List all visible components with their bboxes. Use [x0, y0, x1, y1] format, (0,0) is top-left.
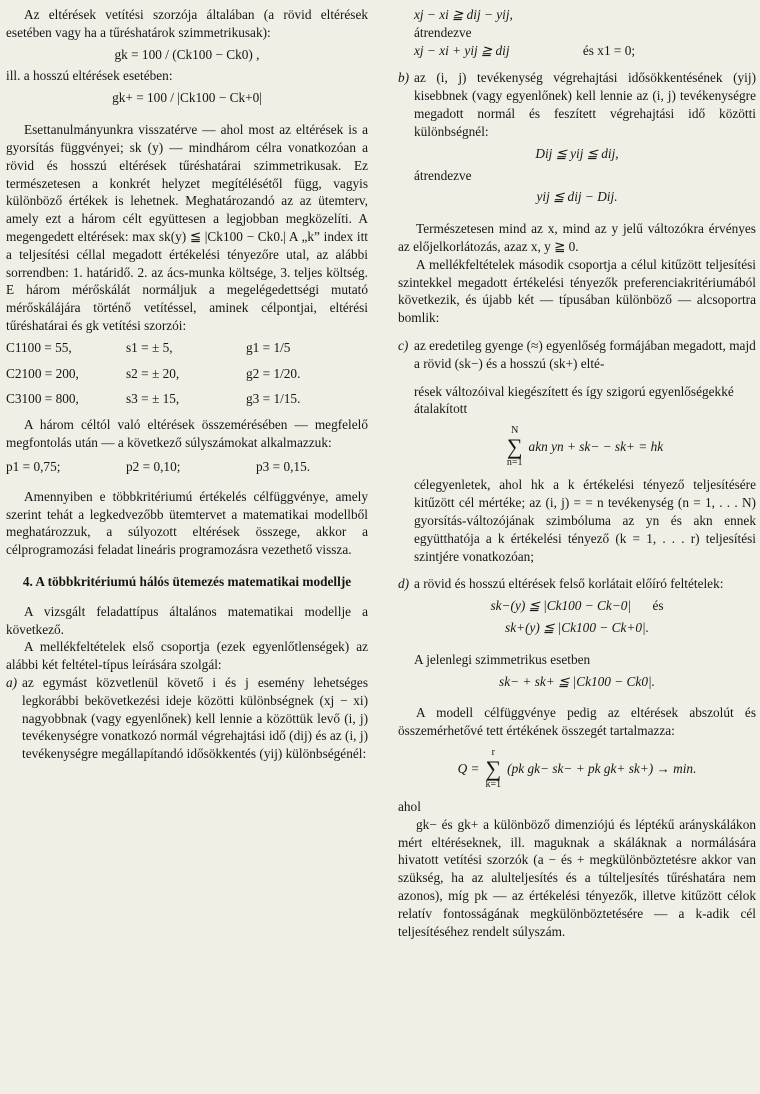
paragraph-objective: Amennyiben e többkritériumú értékelés célfüggvénye, amely szerint tehát a legkedvezőbb ütemtervet a matematikai modellből meghatározzuk, a súlyozott eltérések összege, akkor a célprogramozási feladat lineáris programozásra vezethető vissza. [6, 488, 368, 558]
equation-upper-1: sk−(y) ≦ |Ck100 − Ck−0| és [490, 598, 664, 614]
paragraph-long-deviation: ill. a hosszú eltérések esetében: [6, 68, 173, 84]
equation-ineq-1: xj − xi ≧ dij − yij, [414, 7, 513, 22]
item-label: c) [398, 338, 409, 353]
paragraph-projection-factor: Az eltérések vetítési szorzója általában (a rövid eltérések esetében vagy ha a tűréshatárok szimmetrikusak): [6, 7, 368, 40]
weight-value: p1 = 0,75; [6, 458, 61, 474]
paragraph-definitions: gk− és gk+ a különböző dimenziójú és léptékű arányskálákon mért eltéréseknek, ill. maguknak a skáláknak a normálására hivatott vetítési szorzók (a − és + megkülönböztetésre akkor van szükség, ha az alulteljesítés és a túlteljesítés tűréshatára nem azonos), míg pk — az értékelési tényezők, illetve kitűzött célok relatív fontosságának megkülönböztetésére — a k-adik cél teljesítéséhez rendelt súlyszám. [398, 816, 756, 939]
equation-objective: Q = r ∑ k=1 (pk gk− sk− + pk gk+ sk+) → min. [457, 747, 697, 790]
item-text: az eredetileg gyenge (≈) egyenlőség formájában megadott, majd a rövid (sk−) és a hosszú (sk+) elté- rések változóival kiegészített és így szigorú egyenlőségekké átalakított N ∑ n=1 akn yn + sk− − sk+ = hk célegyenletek, ahol hk a k értékelési tényező teljesítésére kitűzött cél mértéke; az (i, j) = = n tevékenység (n = 1, . . . N) gyorsítás-változójának szimbóluma az yn és akn ennek együtthatója a k értékelési tényező (k = 1, . . . r) teljesítési szintjére vonatkozóan; [414, 338, 756, 564]
equation-short: gk = 100 / (Ck100 − Ck0) , [114, 46, 260, 62]
section-heading: 4. A többkritériumú hálós ütemezés matematikai modellje [22, 573, 352, 589]
item-text: az (i, j) tevékenység végrehajtási idősökkentésének (yij) kisebbnek (vagy egyenlőnek) kell lennie az (i, j) tevékenységre megadott normál és feszített végrehajtási idő közötti különbségnél: [414, 70, 756, 139]
table-cell: g3 = 1/15. [246, 391, 301, 407]
table-cell: g1 = 1/5 [246, 339, 291, 355]
right-column [398, 6, 756, 941]
equation-bounds: Dij ≦ yij ≦ dij, [535, 145, 619, 161]
list-item-d [398, 575, 756, 593]
list-item-c [398, 337, 756, 565]
table-cell: g2 = 1/20. [246, 365, 301, 381]
equation-goal: N ∑ n=1 akn yn + sk− − sk+ = hk [506, 425, 664, 469]
paragraph-sign-constraint: Természetesen mind az x, mind az y jelű változókra érvényes az előjelkorlátozás, azaz x, y ≧ 0. [398, 221, 756, 254]
target-table-row-3 [6, 390, 368, 408]
equation-long: gk+ = 100 / |Ck100 − Ck+0| [112, 90, 262, 106]
table-cell: C1100 = 55, [6, 339, 72, 355]
text-rearranged: átrendezve [414, 167, 472, 183]
equation-bounds-2: yij ≦ dij − Dij. [536, 189, 618, 205]
weight-value: p2 = 0,10; [126, 458, 181, 474]
equation-upper-2: sk+(y) ≦ |Ck100 − Ck+0|. [505, 619, 649, 635]
table-cell: C2100 = 200, [6, 365, 79, 381]
list-item-a [6, 674, 368, 763]
item-text: az egymást közvetlenül követő i és j esemény lehetséges legkorábbi bekövetkezési ideje közötti különbségnek (xj − xi) nagyobbnak (vagy egyenlőnek) kell lennie a közöttük levő (i, j) tevékenységre vonatkozó normál végrehajtási idő (dij) és az (i, j) tevékenységre megállapítandó idősökkentés (yij) különbségénél: [22, 675, 368, 762]
left-column [6, 6, 368, 763]
table-cell: s2 = ± 20, [126, 365, 180, 381]
equation-symmetric: sk− + sk+ ≦ |Ck100 − Ck0|. [499, 673, 655, 689]
sum-symbol: ∑ [506, 434, 523, 460]
item-label: a) [6, 675, 18, 690]
sum-symbol: ∑ [485, 756, 502, 781]
paragraph-case-study: Esettanulmányunkra visszatérve — ahol most az eltérések is a gyorsítás függvényei; sk (y) — mindhárom célra vonatkozóan a rövid és hosszú eltérések tűréshatárai szimmetrikusak. Ez természetesen a konkrét helyzet megítélésétől függ, vagyis különböző értékek is lehetnek. Meghatározandó az az ütemterv, amely ezt a három célt együttesen a legjobban megközelíti. A megengedett eltérések: max sk(y) ≦ |Ck100 − Ck0.| A „k” index itt a teljesítési céllal megadott értékelési tényezőre utal, az alábbi sorrendben: 1. határidő. 2. az ács-munka költsége, 3. teljes költség. E három mérőskálát normáljuk a megelégedettségi mutató mérőskálájára történő vetítéssel, aminek célpontjai, eltérési tűréshatárai és gk vetítési szorzói: [6, 122, 368, 333]
text-rearranged: átrendezve [414, 24, 472, 40]
item-text: a rövid és hosszú eltérések felső korlátait előíró feltételek: [414, 576, 724, 592]
target-table-row-1 [6, 339, 368, 357]
weight-value: p3 = 0,15. [256, 458, 311, 474]
list-item-b [398, 69, 756, 140]
paragraph-symmetric: A jelenlegi szimmetrikus esetben [414, 651, 591, 667]
target-table-row-2 [6, 365, 368, 383]
text-where: ahol [398, 799, 421, 814]
paragraph-constraints-second: A mellékfeltételek második csoportja a célul kitűzött teljesítési szintekkel megadott értékelési tényezők preferenciakritériumából következik, és újabb két — típusában különböző — alcsoportra bomlik: [398, 256, 756, 326]
paragraph-objective-function: A modell célfüggvénye pedig az eltérések abszolút és összemérhetővé tett értékének összegét tartalmazza: [398, 705, 756, 739]
equation-ineq-2: xj − xi + yij ≧ dij és x1 = 0; [414, 42, 636, 58]
paragraph-weights-intro: A három céltól való eltérések összemérésében — megfelelő megfontolás után — a következő súlyszámokat alkalmazzuk: [6, 417, 368, 451]
table-cell: C3100 = 800, [6, 391, 79, 407]
item-label: b) [398, 70, 410, 86]
table-cell: s3 = ± 15, [126, 391, 180, 407]
paragraph-constraints-first: A mellékfeltételek első csoportja (ezek egyenlőtlenségek) az alábbi két feltétel-típus leírására szolgál: [6, 639, 368, 673]
paragraph-model-intro: A vizsgált feladattípus általános matematikai modellje a következő. [6, 603, 368, 637]
weights-row [6, 458, 368, 476]
table-cell: s1 = ± 5, [126, 339, 173, 355]
item-label: d) [398, 576, 410, 592]
